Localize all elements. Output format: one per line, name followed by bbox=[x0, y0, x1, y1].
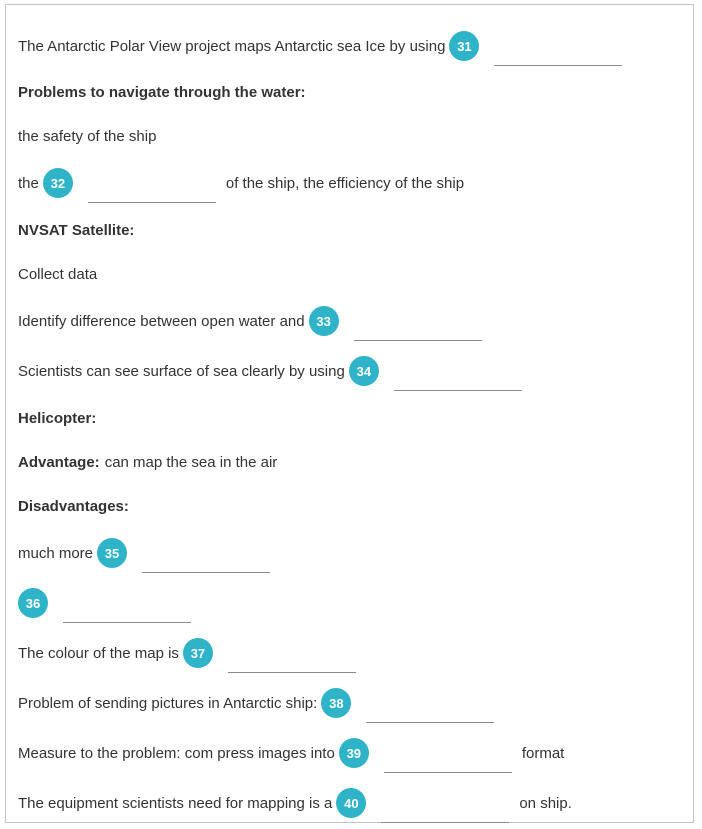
question-40-number-badge: 40 bbox=[336, 788, 366, 818]
question-37-text: The colour of the map is bbox=[18, 644, 179, 662]
question-35-row bbox=[18, 536, 270, 570]
question-39-row bbox=[18, 736, 564, 770]
answer-31-input[interactable] bbox=[494, 43, 622, 66]
question-32-number-badge: 32 bbox=[43, 168, 73, 198]
question-36-number-badge: 36 bbox=[18, 588, 48, 618]
question-40-row bbox=[18, 786, 572, 820]
answer-32-input[interactable] bbox=[88, 180, 216, 203]
helicopter-heading bbox=[18, 401, 96, 435]
question-32-text: the bbox=[18, 174, 39, 192]
question-32-suffix: of the ship, the efficiency of the ship bbox=[225, 174, 465, 192]
helicopter-heading-text: Helicopter: bbox=[18, 409, 97, 427]
question-33-row bbox=[18, 304, 482, 338]
question-39-number-badge: 39 bbox=[339, 738, 369, 768]
question-33-number-badge: 33 bbox=[309, 306, 339, 336]
answer-38-input[interactable] bbox=[366, 700, 494, 723]
collect-data-line bbox=[18, 257, 97, 291]
question-39-text: Measure to the problem: com press images into bbox=[18, 744, 335, 762]
question-35-text: much more bbox=[18, 544, 94, 562]
question-34-number-badge: 34 bbox=[349, 356, 379, 386]
problems-heading-text: Problems to navigate through the water: bbox=[18, 83, 306, 101]
nvsat-heading-text: NVSAT Satellite: bbox=[18, 221, 135, 239]
nvsat-heading bbox=[18, 213, 134, 247]
question-38-row bbox=[18, 686, 494, 720]
question-38-number-badge: 38 bbox=[321, 688, 351, 718]
question-39-suffix: format bbox=[521, 744, 565, 762]
question-37-number-badge: 37 bbox=[183, 638, 213, 668]
safety-line bbox=[18, 119, 156, 153]
question-40-text: The equipment scientists need for mapping is a bbox=[18, 794, 333, 812]
question-31-row bbox=[18, 29, 622, 63]
collect-data-text: Collect data bbox=[18, 265, 98, 283]
question-37-row bbox=[18, 636, 356, 670]
question-panel bbox=[5, 4, 694, 823]
question-40-suffix: on ship. bbox=[519, 794, 572, 812]
advantage-text: can map the sea in the air bbox=[104, 453, 278, 471]
question-38-text: Problem of sending pictures in Antarctic ship: bbox=[18, 694, 318, 712]
question-31-number-badge: 31 bbox=[449, 31, 479, 61]
problems-heading bbox=[18, 75, 306, 109]
disadvantages-heading-text: Disadvantages: bbox=[18, 497, 129, 515]
question-32-row bbox=[18, 166, 464, 200]
question-33-text: Identify difference between open water and bbox=[18, 312, 305, 330]
answer-40-input[interactable] bbox=[381, 800, 509, 823]
answer-37-input[interactable] bbox=[228, 650, 356, 673]
question-36-row bbox=[18, 586, 191, 620]
question-35-number-badge: 35 bbox=[97, 538, 127, 568]
question-31-text: The Antarctic Polar View project maps Antarctic sea Ice by using bbox=[18, 37, 446, 55]
safety-line-text: the safety of the ship bbox=[18, 127, 157, 145]
advantage-label: Advantage: bbox=[18, 453, 100, 471]
answer-35-input[interactable] bbox=[142, 550, 270, 573]
answer-36-input[interactable] bbox=[63, 600, 191, 623]
disadvantages-heading bbox=[18, 489, 129, 523]
answer-33-input[interactable] bbox=[354, 318, 482, 341]
answer-39-input[interactable] bbox=[384, 750, 512, 773]
question-34-row bbox=[18, 354, 522, 388]
advantage-line bbox=[18, 445, 277, 479]
answer-34-input[interactable] bbox=[394, 368, 522, 391]
question-34-text: Scientists can see surface of sea clearly by using bbox=[18, 362, 345, 380]
